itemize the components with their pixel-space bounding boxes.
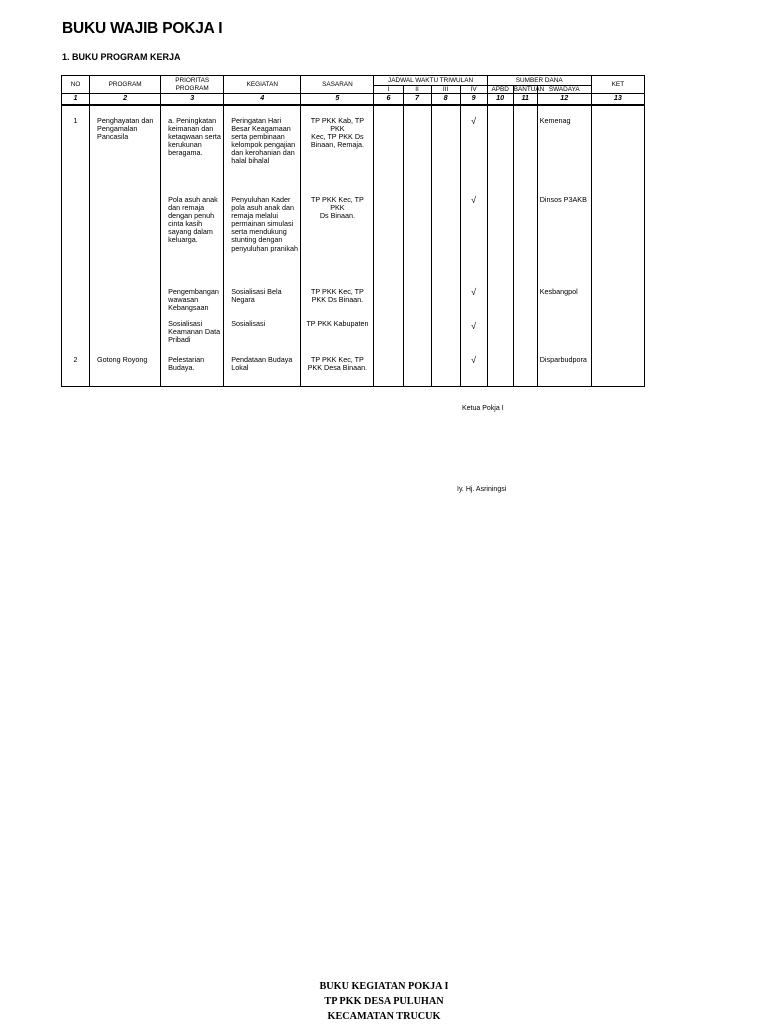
- column-prioritas: [161, 105, 224, 387]
- row-1-kegiatan: Peringatan Hari Besar Keagamaan serta pembinaan kelompok pengajian dan kerohanian dan halal bihalal: [231, 116, 296, 166]
- row-3-prioritas: Pengembangan wawasan Kebangsaan: [168, 287, 219, 313]
- column-triwulan-iv: [460, 105, 487, 387]
- signature-title: Ketua Pokja I: [462, 405, 504, 412]
- column-program: [90, 105, 161, 387]
- header-no: NO: [62, 76, 90, 94]
- column-bantuan: [513, 105, 537, 387]
- row-1-sasaran: TP PKK Kab, TP PKK Kec, TP PKK Ds Binaan, Remaja.: [310, 116, 365, 150]
- column-sasaran: [301, 105, 374, 387]
- header-jadwal-waktu: JADWAL WAKTU TRIWULAN: [374, 76, 487, 86]
- column-number-9: 9: [460, 94, 487, 106]
- column-number-12: 12: [537, 94, 591, 106]
- table-body-row: [62, 105, 645, 387]
- column-number-1: 1: [62, 94, 90, 106]
- header-prioritas-program: PRIORITAS PROGRAM: [161, 76, 224, 94]
- closing-title-line-1: BUKU KEGIATAN POKJA I: [319, 981, 449, 992]
- header-triwulan-iii: III: [431, 86, 460, 94]
- column-kegiatan: [224, 105, 301, 387]
- document-title: BUKU WAJIB POKJA I: [62, 20, 223, 37]
- row-2-check-mark: √: [471, 195, 477, 206]
- column-number-10: 10: [487, 94, 513, 106]
- header-apbd: APBD: [487, 86, 513, 94]
- signature-name: Iy. Hj. Asriningsi: [457, 486, 507, 493]
- column-swadaya: [537, 105, 591, 387]
- column-number-11: 11: [513, 94, 537, 106]
- column-number-7: 7: [403, 94, 431, 106]
- row-3-swadaya: Kesbangpol: [539, 287, 578, 297]
- column-number-2: 2: [90, 94, 161, 106]
- program-kerja-table-container: [61, 75, 645, 387]
- header-ket: KET: [591, 76, 644, 94]
- header-triwulan-i: I: [374, 86, 403, 94]
- column-number-6: 6: [374, 94, 403, 106]
- column-triwulan-ii: [403, 105, 431, 387]
- row-3-sasaran: TP PKK Kec, TP PKK Ds Binaan.: [310, 287, 364, 305]
- row-5-swadaya: Disparbudpora: [539, 355, 587, 365]
- closing-title-line-3: KECAMATAN TRUCUK: [327, 1011, 441, 1022]
- column-number-5: 5: [301, 94, 374, 106]
- row-1-check-mark: √: [471, 116, 477, 127]
- header-kegiatan: KEGIATAN: [224, 76, 301, 94]
- row-2-sasaran: TP PKK Kec, TP PKK Ds Binaan.: [310, 195, 364, 221]
- row-4-sasaran: TP PKK Kabupaten: [306, 319, 369, 329]
- column-number-8: 8: [431, 94, 460, 106]
- row-4-prioritas: Sosialisasi Keamanan Data Pribadi: [168, 319, 221, 345]
- column-number-3: 3: [161, 94, 224, 106]
- row-1-program: Penghayatan dan Pengamalan Pancasila: [97, 116, 154, 142]
- section-title: 1. BUKU PROGRAM KERJA: [62, 52, 181, 62]
- row-4-kegiatan: Sosialisasi: [231, 319, 266, 329]
- header-triwulan-iv: IV: [460, 86, 487, 94]
- column-apbd: [487, 105, 513, 387]
- program-kerja-table: [61, 75, 645, 387]
- row-5-kegiatan: Pendataan Budaya Lokal: [231, 355, 293, 373]
- closing-title-line-2: TP PKK DESA PULUHAN: [324, 996, 444, 1007]
- row-2-prioritas: Pola asuh anak dan remaja dengan penuh cinta kasih sayang dalam keluarga.: [168, 195, 218, 245]
- row-2-swadaya: Dinsos P3AKB: [539, 195, 587, 205]
- column-triwulan-iii: [431, 105, 460, 387]
- row-5-program: Gotong Royong: [97, 355, 148, 365]
- row-5-sasaran: TP PKK Kec, TP PKK Desa Binaan.: [307, 355, 368, 373]
- row-1-no: 1: [73, 116, 78, 126]
- column-no: [62, 105, 90, 387]
- header-bantuan: BANTUAN: [513, 86, 545, 93]
- row-2-kegiatan: Penyuluhan Kader pola asuh anak dan remaja melalui permainan simulasi serta mendukung stunting dengan penyuluhan pranikah: [231, 195, 298, 253]
- row-4-check-mark: √: [471, 321, 477, 332]
- column-number-13: 13: [591, 94, 644, 106]
- row-5-no: 2: [73, 355, 78, 365]
- header-program: PROGRAM: [90, 76, 161, 94]
- row-5-check-mark: √: [471, 355, 477, 366]
- header-swadaya: SWADAYA: [537, 86, 591, 94]
- row-3-check-mark: √: [471, 287, 477, 298]
- row-1-swadaya: Kemenag: [539, 116, 571, 126]
- row-1-prioritas: a. Peningkatan keimanan dan ketaqwaan serta kerukunan beragama.: [168, 116, 221, 158]
- header-sumber-dana: SUMBER DANA: [487, 76, 591, 86]
- row-5-prioritas: Pelestarian Budaya.: [168, 355, 205, 373]
- row-3-kegiatan: Sosialisasi Bela Negara: [231, 287, 282, 305]
- column-triwulan-i: [374, 105, 403, 387]
- header-sasaran: SASARAN: [301, 76, 374, 94]
- column-number-4: 4: [224, 94, 301, 106]
- column-ket: [591, 105, 644, 387]
- header-triwulan-ii: II: [403, 86, 431, 94]
